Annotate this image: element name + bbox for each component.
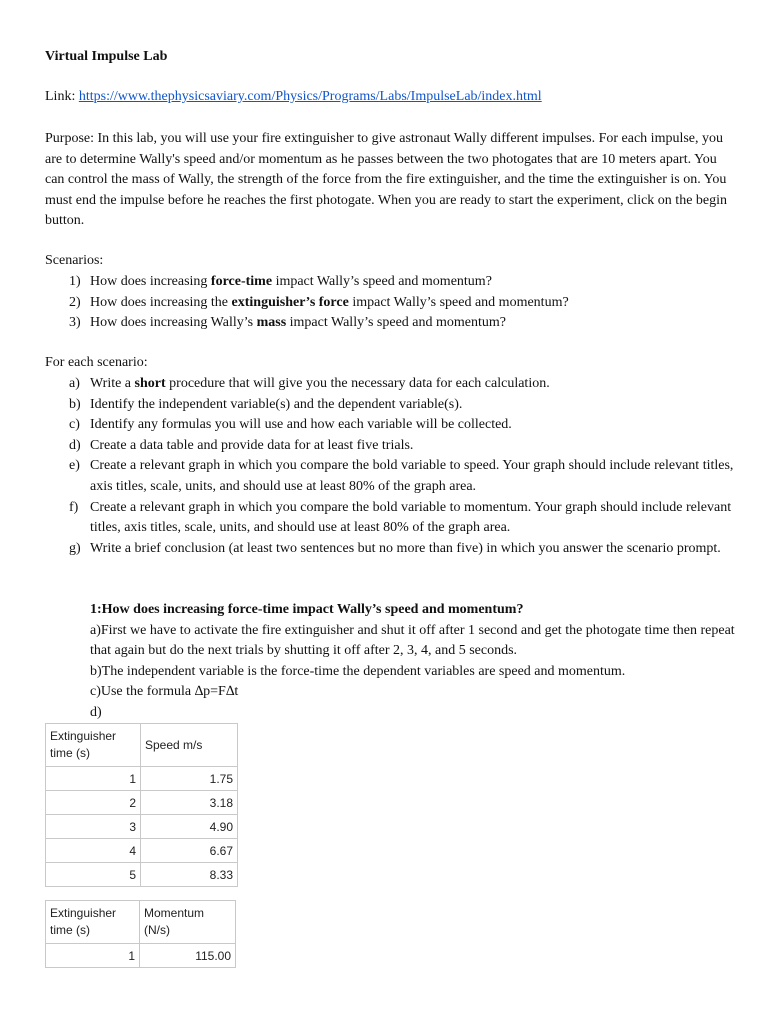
scenario-bold: force-time [210,274,273,289]
step-bold: short [134,376,166,391]
table-header-cell: Speed m/s [141,724,238,767]
link-line [45,89,542,105]
list-marker: b) [69,396,81,412]
answer-a: a)First we have to activate the fire extinguisher and shut it off after 1 second and get the photogate time then repeat that again but do the next trials by shutting it off after 2, 3, 4, and 5 seconds. [90,622,735,659]
speed-table [45,723,238,887]
table-cell: 3 [46,815,141,839]
list-marker: 2) [69,294,81,310]
step-text: procedure that will give you the necessary data for each calculation. [165,376,550,391]
answer-title: 1:How does increasing force-time impact Wally’s speed and momentum? [90,602,524,617]
table-cell: 6.67 [141,839,238,863]
answer-c: c)Use the formula ∆p=F∆t [90,684,239,700]
step-item [45,498,735,539]
list-marker: d) [69,437,81,453]
purpose-paragraph: Purpose: In this lab, you will use your fire extinguisher to give astronaut Wally different impulses. For each impulse, you are to determine Wally's speed and/or momentum as he passes between the two photogates that are 10 meters apart. You can control the mass of Wally, the strength of the force from the fire extinguisher, and the time the extinguisher is on. You must end the impulse before he reaches the first photogate. When you are ready to start the experiment, click on the begin button. [45,131,728,229]
step-text: Identify any formulas you will use and how each variable will be collected. [90,417,512,433]
table-row [46,863,238,887]
table-row [46,791,238,815]
step-item [45,436,735,457]
scenario-bold: extinguisher’s force [231,294,349,310]
step-item [45,415,735,436]
scenario-item [45,293,735,314]
scenarios-heading: Scenarios: [45,253,104,268]
answer-b: b)The independent variable is the force-time the dependent variables are speed and momentum. [90,663,626,679]
table-row [46,767,238,791]
scenario-text: impact Wally’s speed and momentum? [348,294,569,310]
scenario-text: How does increasing [90,274,211,289]
step-text: Write a brief conclusion (at least two sentences but no more than five) in which you answer the scenario prompt. [90,540,721,556]
steps-list [45,374,735,559]
table-row [46,839,238,863]
list-marker: a) [69,376,80,391]
scenario-item [45,272,735,293]
table-row [46,944,236,968]
step-text: Identify the independent variable(s) and the dependent variable(s). [90,396,463,412]
table-cell: 8.33 [141,863,238,887]
scenario-item [45,313,735,334]
step-item [45,539,735,560]
step-text: Create a relevant graph in which you compare the bold variable to speed. Your graph should include relevant titles, axis titles, scale, units, and should use at least 80% of the graph area. [90,458,734,494]
table-header-row [46,724,238,767]
table-cell: 1 [46,944,140,968]
step-text: Write a [90,376,135,391]
list-marker: g) [69,540,81,556]
table-cell: 3.18 [141,791,238,815]
list-marker: 3) [69,315,81,331]
table-cell: 115.00 [140,944,236,968]
step-item [45,395,735,416]
table-header-cell: Momentum (N/s) [140,901,236,944]
lab-link[interactable]: https://www.thephysicsaviary.com/Physics/Programs/Labs/ImpulseLab/index.html [78,89,542,104]
step-text: Create a relevant graph in which you compare the bold variable to momentum. Your graph should include relevant titles, axis titles, scale, units, and should use at least 80% of the graph area. [90,499,732,536]
answer-section [90,600,735,724]
table-cell: 5 [46,863,141,887]
table-cell: 2 [46,791,141,815]
scenario-text: How does increasing Wally’s [90,315,257,331]
table-cell: 4 [46,839,141,863]
step-text: Create a data table and provide data for at least five trials. [90,437,414,453]
step-item [45,374,735,395]
scenario-text: impact Wally’s speed and momentum? [272,274,492,289]
scenario-text: impact Wally’s speed and momentum? [286,315,506,331]
step-item [45,456,735,497]
table-header-cell: Extinguisher time (s) [46,901,140,944]
list-marker: f) [69,499,79,515]
link-label: Link: [45,89,79,104]
each-scenario-heading: For each scenario: [45,355,148,370]
list-marker: e) [69,458,80,474]
table-header-cell: Extinguisher time (s) [46,724,141,767]
table-cell: 4.90 [141,815,238,839]
scenario-list [45,272,735,334]
table-cell: 1 [46,767,141,791]
momentum-table [45,900,236,968]
scenario-text: How does increasing the [90,294,232,310]
table-header-row [46,901,236,944]
list-marker: c) [69,417,80,433]
document-title: Virtual Impulse Lab [45,49,168,64]
list-marker: 1) [69,274,81,289]
answer-d: d) [90,704,102,720]
table-cell: 1.75 [141,767,238,791]
scenario-bold: mass [256,315,287,331]
table-row [46,815,238,839]
